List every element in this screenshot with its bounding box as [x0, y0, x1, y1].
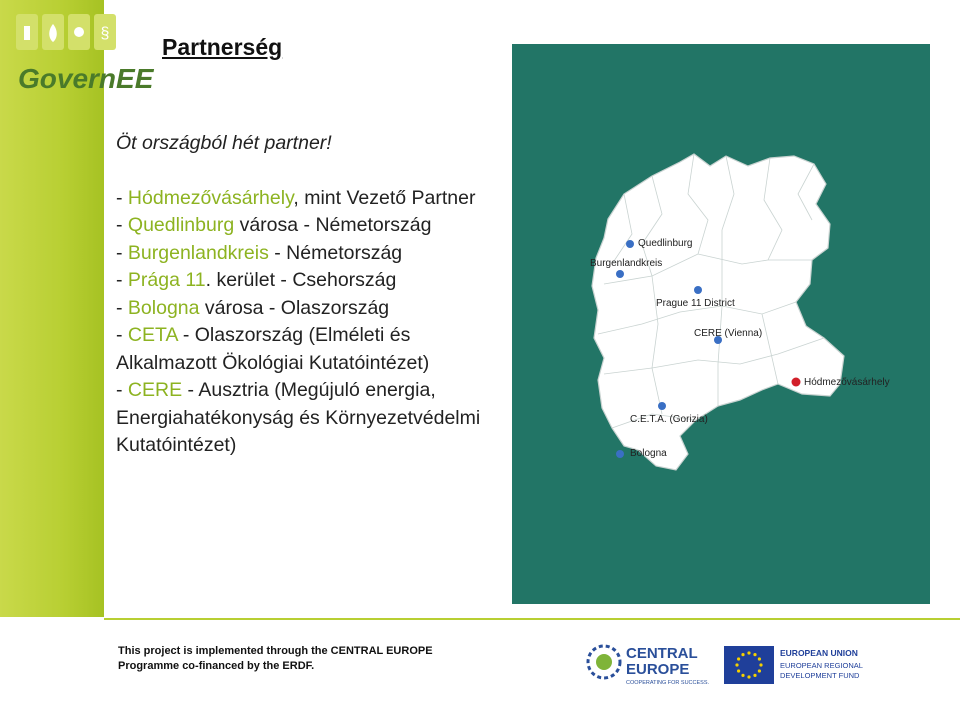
- ceta-label: C.E.T.A. (Gorizia): [630, 414, 708, 425]
- paragraph-icon: §: [100, 25, 110, 42]
- footer-text: [118, 644, 433, 674]
- eu-line1: EUROPEAN UNION: [780, 648, 858, 658]
- central-europe-logo: [584, 640, 714, 688]
- ce-logo-center: [596, 654, 612, 670]
- sun-icon: [74, 27, 84, 37]
- slide-title: Partnerség: [162, 34, 283, 60]
- bologna-marker: [616, 450, 624, 458]
- intro-text: Öt országból hét partner!: [116, 132, 332, 154]
- left-accent-bar: [0, 0, 104, 716]
- building-icon: [24, 26, 30, 40]
- burgenlandkreis-marker: [616, 270, 624, 278]
- hodmezovasarhely-marker: [792, 378, 801, 387]
- partner-line: - CETA - Olaszország (Elméleti és Alkalmazott Ökológiai Kutatóintézet): [116, 324, 430, 374]
- eu-erdf-logo: [724, 644, 870, 688]
- partner-name: CERE: [127, 379, 183, 401]
- ce-logo-line1: CENTRAL: [626, 645, 698, 662]
- footer-divider: [104, 618, 960, 620]
- quedlinburg-marker: [626, 240, 634, 248]
- logo-wordmark: GovernEE: [18, 63, 154, 94]
- partner-name: Hódmezővásárhely: [127, 186, 294, 209]
- ceta-marker: [658, 402, 666, 410]
- ce-logo-tagline: COOPERATING FOR SUCCESS.: [626, 680, 710, 686]
- partner-name: Quedlinburg: [127, 214, 235, 236]
- partner-line: - CERE - Ausztria (Megújuló energia, Energiahatékonyság és Környezetvédelmi Kutatóintézet): [116, 379, 481, 456]
- ce-logo-line2: EUROPE: [626, 661, 690, 678]
- partner-list: [116, 130, 511, 460]
- partner-line: - Quedlinburg városa - Németország: [116, 214, 432, 236]
- footer-line-2: Programme co-financed by the ERDF.: [118, 660, 315, 672]
- governee-logo: [8, 8, 154, 104]
- eu-line3: DEVELOPMENT FUND: [780, 671, 860, 680]
- partner-name: Prága 11: [127, 269, 206, 291]
- partner-name: CETA: [127, 324, 178, 346]
- prague-marker: [694, 286, 702, 294]
- bologna-label: Bologna: [630, 448, 667, 459]
- quedlinburg-label: Quedlinburg: [638, 238, 693, 249]
- cere-label: CERE (Vienna): [694, 328, 763, 339]
- prague-label: Prague 11 District: [656, 298, 735, 309]
- partner-line: - Bologna városa - Olaszország: [116, 296, 390, 319]
- partner-name: Burgenlandkreis: [127, 241, 269, 264]
- hodmezovasarhely-label: Hódmezővásárhely: [804, 377, 890, 388]
- burgenlandkreis-label: Burgenlandkreis: [590, 258, 663, 269]
- footer-line-1: This project is implemented through the CENTRAL EUROPE: [118, 645, 433, 657]
- partner-line: - Burgenlandkreis - Németország: [116, 241, 403, 264]
- central-europe-map: [512, 44, 930, 604]
- eu-line2: EUROPEAN REGIONAL: [780, 661, 863, 670]
- partner-line: - Hódmezővásárhely, mint Vezető Partner: [116, 186, 476, 209]
- partner-name: Bologna: [127, 296, 200, 319]
- partner-line: - Prága 11. kerület - Csehország: [116, 269, 397, 291]
